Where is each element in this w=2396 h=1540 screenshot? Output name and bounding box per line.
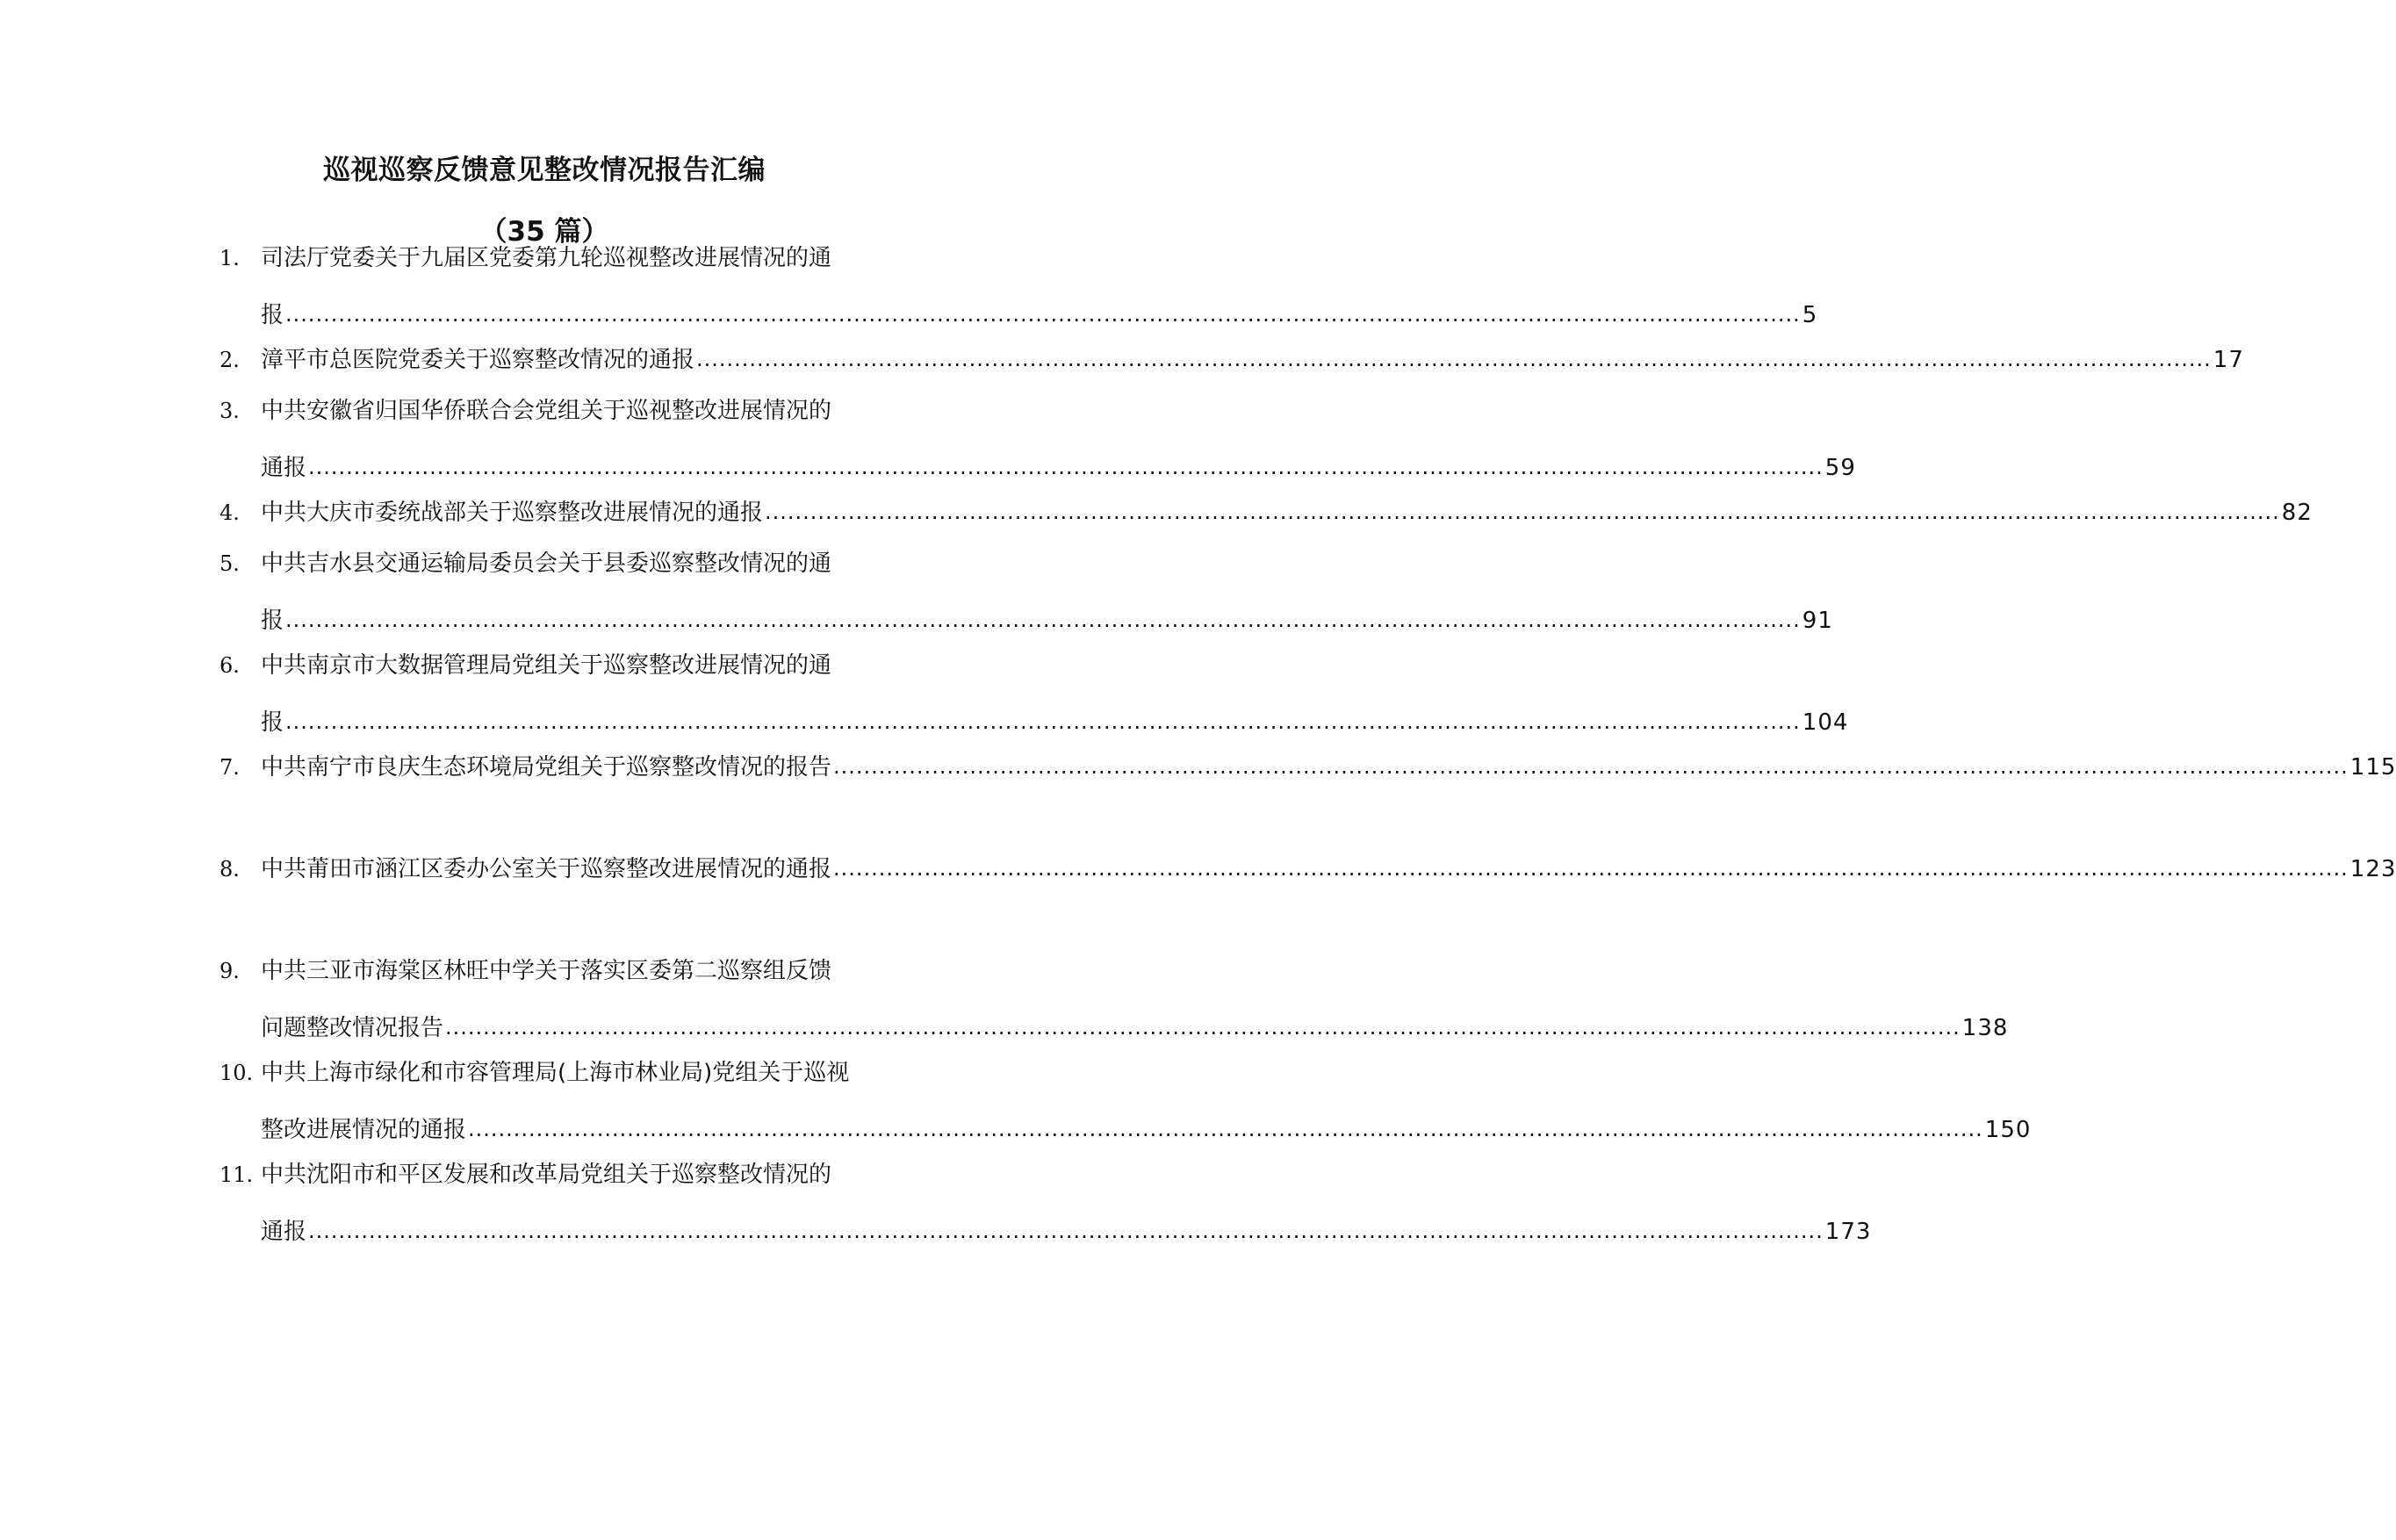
toc-dot-leader: ........................................................................................................................................................................................................ <box>285 302 1801 327</box>
toc-entry-title: 漳平市总医院党委关于巡察整改情况的通报 <box>261 347 695 373</box>
toc-dot-leader: ........................................................................................................................................................................................................ <box>445 1015 1961 1040</box>
toc-dot-leader: ........................................................................................................................................................................................................ <box>285 709 1801 734</box>
toc-entry-title-continued: 报 <box>261 709 284 736</box>
toc-dot-leader: ........................................................................................................................................................................................................ <box>765 500 2280 524</box>
toc-entry-title: 中共沈阳市和平区发展和改革局党组关于巡察整改情况的 <box>261 1162 832 1188</box>
toc-entry-title: 中共大庆市委统战部关于巡察整改进展情况的通报 <box>261 500 764 526</box>
toc-page-number: 123 <box>2349 856 2396 882</box>
toc-entry-title-continued: 报 <box>261 608 284 634</box>
toc-entry-title: 中共莆田市涵江区委办公室关于巡察整改进展情况的通报 <box>261 856 832 882</box>
toc-dot-leader: ........................................................................................................................................................................................................ <box>285 608 1801 632</box>
toc-entry-number: 3. <box>219 399 240 423</box>
toc-entry-number: 1. <box>219 246 240 270</box>
toc-entry-number: 2. <box>219 348 240 372</box>
toc-entry-title: 中共三亚市海棠区林旺中学关于落实区委第二巡察组反馈 <box>261 958 832 984</box>
toc-entry-title: 司法厅党委关于九届区党委第九轮巡视整改进展情况的通 <box>261 245 832 271</box>
toc-page-number: 115 <box>2349 754 2396 781</box>
toc-entry-number: 10. <box>219 1061 254 1085</box>
toc-page-number: 17 <box>2213 347 2244 373</box>
toc-entry-title: 中共南宁市良庆生态环境局党组关于巡察整改情况的报告 <box>261 754 832 781</box>
toc-entry-number: 9. <box>219 959 240 983</box>
toc-entry-title-continued: 问题整改情况报告 <box>261 1015 444 1041</box>
toc-page-number: 138 <box>1961 1015 2009 1041</box>
toc-dot-leader: ........................................................................................................................................................................................................ <box>308 1219 1824 1243</box>
toc-page-number: 150 <box>1984 1117 2032 1143</box>
toc-entry-title-continued: 通报 <box>261 1219 307 1245</box>
toc-entry-number: 6. <box>219 653 240 678</box>
toc-dot-leader: ........................................................................................................................................................................................................ <box>696 347 2212 371</box>
toc-entry-title: 中共上海市绿化和市容管理局(上海市林业局)党组关于巡视 <box>261 1060 850 1086</box>
toc-dot-leader: ........................................................................................................................................................................................................ <box>833 754 2349 779</box>
toc-page-number: 91 <box>1802 608 1833 634</box>
toc-entry-title-continued: 通报 <box>261 455 307 481</box>
toc-entry-title: 中共吉水县交通运输局委员会关于县委巡察整改情况的通 <box>261 551 832 577</box>
toc-dot-leader: ........................................................................................................................................................................................................ <box>308 455 1824 479</box>
toc-entry-number: 4. <box>219 500 240 525</box>
toc-page-number: 82 <box>2281 500 2313 526</box>
toc-entry-number: 11. <box>219 1162 254 1187</box>
document-subtitle: （35 篇） <box>479 216 609 248</box>
toc-entry-title-continued: 报 <box>261 302 284 328</box>
toc-entry-number: 5. <box>219 551 240 576</box>
toc-page-number: 104 <box>1802 709 1849 736</box>
toc-entry-number: 8. <box>219 857 240 882</box>
toc-page-number: 59 <box>1824 455 1856 481</box>
toc-entry-number: 7. <box>219 755 240 780</box>
toc-page-number: 173 <box>1824 1219 1872 1245</box>
document-title: 巡视巡察反馈意见整改情况报告汇编 <box>323 155 766 186</box>
toc-entry-title: 中共安徽省归国华侨联合会党组关于巡视整改进展情况的 <box>261 398 832 424</box>
toc-entry-title: 中共南京市大数据管理局党组关于巡察整改进展情况的通 <box>261 652 832 679</box>
toc-page-number: 5 <box>1802 302 1818 328</box>
toc-dot-leader: ........................................................................................................................................................................................................ <box>468 1117 1983 1141</box>
toc-entry-title-continued: 整改进展情况的通报 <box>261 1117 467 1143</box>
toc-dot-leader: ........................................................................................................................................................................................................ <box>833 856 2349 881</box>
